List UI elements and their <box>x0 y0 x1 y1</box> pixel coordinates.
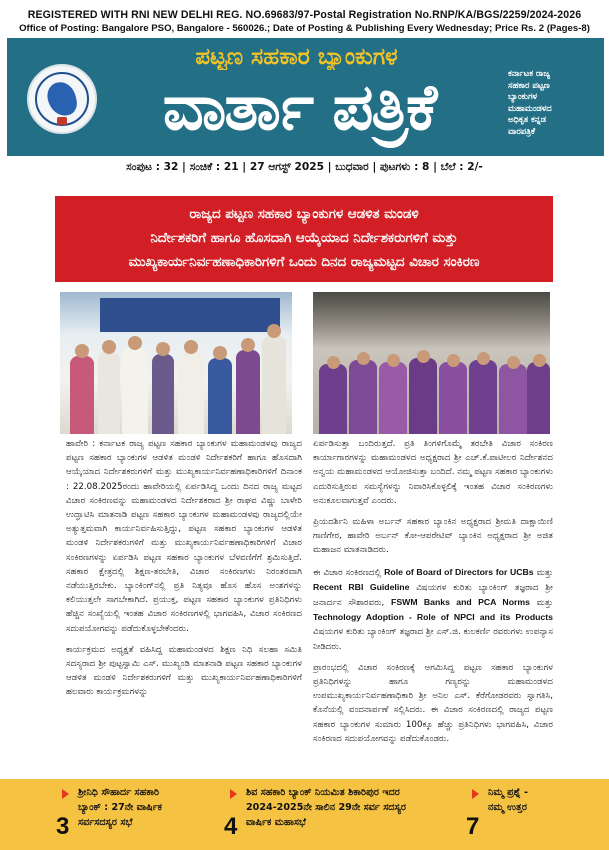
footer-teasers <box>0 779 609 850</box>
article-paragraph: ಪ್ರಾರಂಭದಲ್ಲಿ ವಿಚಾರ ಸಂಕಿರಣಕ್ಕೆ ಆಗಮಿಸಿದ್ದ ಪಟ್ಟಣ ಸಹಕಾರ ಬ್ಯಾಂಕುಗಳ ಪ್ರತಿನಿಧಿಗಳನ್ನು ಹಾಗೂ ಗಣ್ಯರನ್ನು ಮಹಾಮಂಡಳದ ಉಪಮುಖ್ಯಕಾರ್ಯನಿರ್ವಹಣಾಧಿಕಾರಿ ಶ್ರೀ ಅನಿಲ ಎಸ್. ಕೆರೆಗೋಡರವರು ಸ್ವಾಗತಿಸಿ, ಕೊನೆಯಲ್ಲಿ ವಂದನಾರ್ಪಣೆ ಸಲ್ಲಿಸಿದರು. ಈ ವಿಚಾರ ಸಂಕಿರಣದಲ್ಲಿ ರಾಜ್ಯದ ಪಟ್ಟಣ ಸಹಕಾರ ಬ್ಯಾಂಕುಗಳ ಸುಮಾರು 100ಕ್ಕೂ ಹೆಚ್ಚು ಪ್ರತಿನಿಧಿಗಳು ಭಾಗವಹಿಸಿ, ವಿಚಾರ ಸಂಕಿರಣದ ಸದುಪಯೋಗವನ್ನು ಪಡೆದುಕೊಂಡರು. <box>313 662 553 744</box>
arrow-icon <box>230 789 237 799</box>
article-paragraph: ಕಾರ್ಯಕ್ರಮದ ಅಧ್ಯಕ್ಷತೆ ವಹಿಸಿದ್ದ ಮಹಾಮಂಡಳದ ಶಿಕ್ಷಣ ನಿಧಿ ಸಲಹಾ ಸಮಿತಿ ಸದಸ್ಯರಾದ ಶ್ರೀ ಪುಟ್ಟಸ್ವಾಮಿ ಎಸ್. ಮುಖ್ಯಂಡಿ ಮಾತನಾಡಿ ಪಟ್ಟಣ ಸಹಕಾರ ಬ್ಯಾಂಕುಗಳ ಆಡಳಿತ ಮಂಡಳಿ ನಿರ್ದೇಶಕರುಗಳಿಗೆ ಮತ್ತು ಮುಖ್ಯಕಾರ್ಯನಿರ್ವಹಣಾಧಿಕಾರಿಗಳಿಗೆ ಹಲವಾರು ಕಾರ್ಯಕ್ರಮಗಳನ್ನು <box>66 644 302 698</box>
headline-line-3: ಮುಖ್ಯಕಾರ್ಯನಿರ್ವಹಣಾಧಿಕಾರಿಗಳಿಗೆ ಒಂದು ದಿನದ ರಾಜ್ಯಮಟ್ಟದ ವಿಚಾರ ಸಂಕಿರಣ <box>128 255 480 270</box>
article-paragraph: ಹಾವೇರಿ : ಕರ್ನಾಟಕ ರಾಜ್ಯ ಪಟ್ಟಣ ಸಹಕಾರ ಬ್ಯಾಂಕುಗಳ ಮಹಾಮಂಡಳವು ರಾಜ್ಯದ ಪಟ್ಟಣ ಸಹಕಾರ ಬ್ಯಾಂಕುಗಳ ಆಡಳಿತ ಮಂಡಳಿ ನಿರ್ದೇಶಕರಿಗೆ ಹಾಗೂ ಹೊಸದಾಗಿ ಆಯ್ಕೆಯಾದ ನಿರ್ದೇಶಕರುಗಳಿಗೆ ಮತ್ತು ಮುಖ್ಯಕಾರ್ಯನಿರ್ವಹಣಾಧಿಕಾರಿಗಳಿಗೆ ದಿನಾಂಕ : 22.08.2025ರಂದು ಹಾವೇರಿಯಲ್ಲಿ ಏರ್ಪಡಿಸಿದ್ದ ಒಂದು ದಿನದ ರಾಜ್ಯ ಮಟ್ಟದ ವಿಚಾರ ಸಂಕಿರಣವನ್ನು ಮಹಾಮಂಡಳದ ನಿರ್ದೇಶಕರಾದ ಶ್ರೀ ರಾಘವ ವಿಷ್ಣು ಬಾಳೇರಿ ಉದ್ಘಾಟಿಸಿ ಮಾತನಾಡಿ ಪಟ್ಟಣ ಸಹಕಾರ ಬ್ಯಾಂಕುಗಳ ಮಹಾಮಂಡಳವು ರಾಜ್ಯದಲ್ಲಿಯೇ ಅತ್ಯುತ್ತಮವಾಗಿ ಕಾರ್ಯನಿರ್ವಹಿಸುತ್ತಿದ್ದು, ಪಟ್ಟಣ ಸಹಕಾರ ಬ್ಯಾಂಕುಗಳ ಆಡಳಿತ ಮಂಡಳಿ ನಿರ್ದೇಶಕರುಗಳಿಗೆ ಮತ್ತು ಮುಖ್ಯಕಾರ್ಯನಿರ್ವಹಣಾಧಿಕಾರಿಗಳಿಗೆ ವಿಚಾರ ಸಂಕಿರಣಗಳನ್ನು ಏರ್ಪಡಿಸಿ ಪಟ್ಟಣ ಸಹಕಾರ ಬ್ಯಾಂಕುಗಳ ಬೆಳವಣಿಗೆಗೆ ಶ್ರಮಿಸುತ್ತಿದೆ. ಸಹಕಾರ ಕ್ಷೇತ್ರದಲ್ಲಿ ಶಿಕ್ಷಣ-ತರಬೇತಿ, ವಿಚಾರ ಸಂಕಿರಣಗಳು ನಿರಂತರವಾಗಿ ನಡೆಯುತ್ತಿರಬೇಕು. ಬ್ಯಾಂಕಿಂಗ್‌ನಲ್ಲಿ ಪ್ರತಿ ನಿತ್ಯವೂ ಹೊಸ ಹೊಸ ಅಂಶಗಳನ್ನು ಕಲಿಯುತ್ತಲೇ ಸಾಗಬೇಕಾಗಿದೆ. ಪ್ರಯುಕ್ತ, ಪಟ್ಟಣ ಸಹಕಾರ ಬ್ಯಾಂಕುಗಳ ಪ್ರತಿನಿಧಿಗಳು ಹೆಚ್ಚಿನ ಸಂಖ್ಯೆಯಲ್ಲಿ ಇಂತಹ ವಿಚಾರ ಸಂಕಿರಣಗಳಲ್ಲಿ ಭಾಗವಹಿಸಿ, ವಿಚಾರ ಸಂಕಿರಣದ ಸದುಪಯೋಗವನ್ನು ಪಡೆದುಕೊಳ್ಳಬೇಕೆಂದರು. <box>66 439 302 634</box>
article-column-1 <box>66 437 302 707</box>
federation-logo-icon <box>27 64 97 134</box>
headline-box <box>55 196 553 282</box>
masthead-side-text: ಕರ್ನಾಟಕ ರಾಜ್ಯ ಸಹಕಾರ ಪಟ್ಟಣ ಬ್ಯಾಂಕುಗಳ ಮಹಾಮಂಡಳದ ಅಧಿಕೃತ ಕನ್ನಡ ವಾರಪತ್ರಿಕೆ <box>508 68 552 136</box>
teaser-page-number: 3 <box>56 813 70 840</box>
teaser-page-4[interactable]: 4 ಶಿವ ಸಹಕಾರಿ ಬ್ಯಾಂಕ್ ನಿಯಮಿತ ಶಿಕಾರಿಪುರ ಇದರ 2024-2025ನೇ ಸಾಲಿನ 29ನೇ ಸರ್ವ ಸದಸ್ಯರ ವಾರ್ಷಿಕ ಮಹಾಸಭೆ <box>224 787 406 840</box>
masthead <box>7 38 604 156</box>
teaser-page-7[interactable]: 7 ನಿಮ್ಮ ಪ್ರಶ್ನೆ - ನಮ್ಮ ಉತ್ತರ <box>466 787 528 840</box>
teaser-page-number: 7 <box>466 813 480 840</box>
photo-audience <box>313 292 550 434</box>
registration-line: REGISTERED WITH RNI NEW DELHI REG. NO.69683/97-Postal Registration No.RNP/KA/BGS/2259/2024-2026 <box>27 9 582 21</box>
photo-dignitaries-lamp-lighting <box>60 292 292 434</box>
article-column-2 <box>313 437 553 753</box>
article-paragraph: ಏರ್ಪಡಿಸುತ್ತಾ ಬಂದಿರುತ್ತದೆ. ಪ್ರತಿ ತಿಂಗಳಿಗೊಮ್ಮೆ ತರಬೇತಿ ವಿಚಾರ ಸಂಕಿರಣ ಕಾರ್ಯಾಗಾರಗಳನ್ನು ಮಹಾಮಂಡಳದ ಅಧ್ಯಕ್ಷರಾದ ಶ್ರೀ ಎಚ್.ಕೆ.ಪಾಟೀಲರ ನಿರ್ದೇಶನದ ಅನ್ವಯ ಮಹಾಮಂಡಳದ ಆಯೋಜಿಸುತ್ತಾ ಬಂದಿದೆ. ನಮ್ಮ ಪಟ್ಟಣ ಸಹಕಾರ ಬ್ಯಾಂಕುಗಳು ಎದುರಿಸುತ್ತಿರುವ ಸಮಸ್ಯೆಗಳನ್ನು ನಿವಾರಿಸಿಕೊಳ್ಳಲಿಕ್ಕೆ ಇಂತಹ ವಿಚಾರ ಸಂಕಿರಣಗಳು ಅನುಕೂಲವಾಗುತ್ತವೆ ಎಂದರು. <box>313 439 553 506</box>
arrow-icon <box>62 789 69 799</box>
article-paragraph: ಪ್ರಿಯದರ್ಶಿನಿ ಮಹಿಳಾ ಅರ್ಬನ್ ಸಹಕಾರ ಬ್ಯಾಂಕಿನ ಅಧ್ಯಕ್ಷರಾದ ಶ್ರೀಮತಿ ದಾಕ್ಷಾಯಿಣಿ ಗಾಣಿಗೇರ, ಹಾವೇರಿ ಅರ್ಬನ್ ಕೋ-ಆಪರೇಟಿವ್ ಬ್ಯಾಂಕಿನ ಅಧ್ಯಕ್ಷರಾದ ಶ್ರೀ ಅಜಿತ ಮಹಾಜನ ಮಾತನಾಡಿದರು. <box>313 517 553 556</box>
masthead-title: ವಾರ್ತಾ ಪತ್ರಿಕೆ <box>162 71 436 145</box>
stage-banner <box>100 298 280 332</box>
issue-info-line: ಸಂಪುಟ : 32 | ಸಂಚಿಕೆ : 21 | 27 ಆಗಸ್ಟ್ 2025 | ಬುಧವಾರ | ಪುಟಗಳು : 8 | ಬೆಲೆ : 2/- <box>126 161 483 173</box>
article-paragraph: ಈ ವಿಚಾರ ಸಂಕಿರಣದಲ್ಲಿ Role of Board of Directors for UCBs ಮತ್ತು Recent RBI Guideline ವಿಷಯಗಳ ಕುರಿತು ಬ್ಯಾಂಕಿಂಗ್ ತಜ್ಞರಾದ ಶ್ರೀ ಜನಾರ್ದನ ಸೌಶಾರವರು, FSWM Banks and PCA Norms ಮತ್ತು Technology Adoption - Role of NPCI and its Products ವಿಷಯಗಳ ಕುರಿತು ಬ್ಯಾಂಕಿಂಗ್ ತಜ್ಞರಾದ ಶ್ರೀ ಎಸ್.ಜಿ. ಕುಲಕರ್ಣಿ ರವರುಗಳು ಉಪನ್ಯಾಸ ನೀಡಿದರು. <box>313 566 554 652</box>
headline-line-1: ರಾಜ್ಯದ ಪಟ್ಟಣ ಸಹಕಾರ ಬ್ಯಾಂಕುಗಳ ಆಡಳಿತ ಮಂಡಳಿ <box>189 207 419 222</box>
teaser-page-number: 4 <box>224 813 238 840</box>
headline-line-2: ನಿರ್ದೇಶಕರಿಗೆ ಹಾಗೂ ಹೊಸದಾಗಿ ಆಯ್ಕೆಯಾದ ನಿರ್ದೇಶಕರುಗಳಿಗೆ ಮತ್ತು <box>150 231 458 246</box>
masthead-subtitle: ಪಟ್ಟಣ ಸಹಕಾರ ಬ್ಯಾಂಕುಗಳ <box>195 44 398 70</box>
teaser-page-3[interactable]: 3 ಶ್ರೀನಿಧಿ ಸೌಹಾರ್ದ ಸಹಕಾರಿ ಬ್ಯಾಂಕ್‌ : 27ನೇ ವಾರ್ಷಿಕ ಸರ್ವಸದಸ್ಯರ ಸಭೆ <box>56 787 162 840</box>
arrow-icon <box>472 789 479 799</box>
office-posting-line: Office of Posting: Bangalore PSO, Bangalore - 560026.; Date of Posting & Publishing Every Wednesday; Price Rs. 2 (Pages-8) <box>19 23 590 34</box>
